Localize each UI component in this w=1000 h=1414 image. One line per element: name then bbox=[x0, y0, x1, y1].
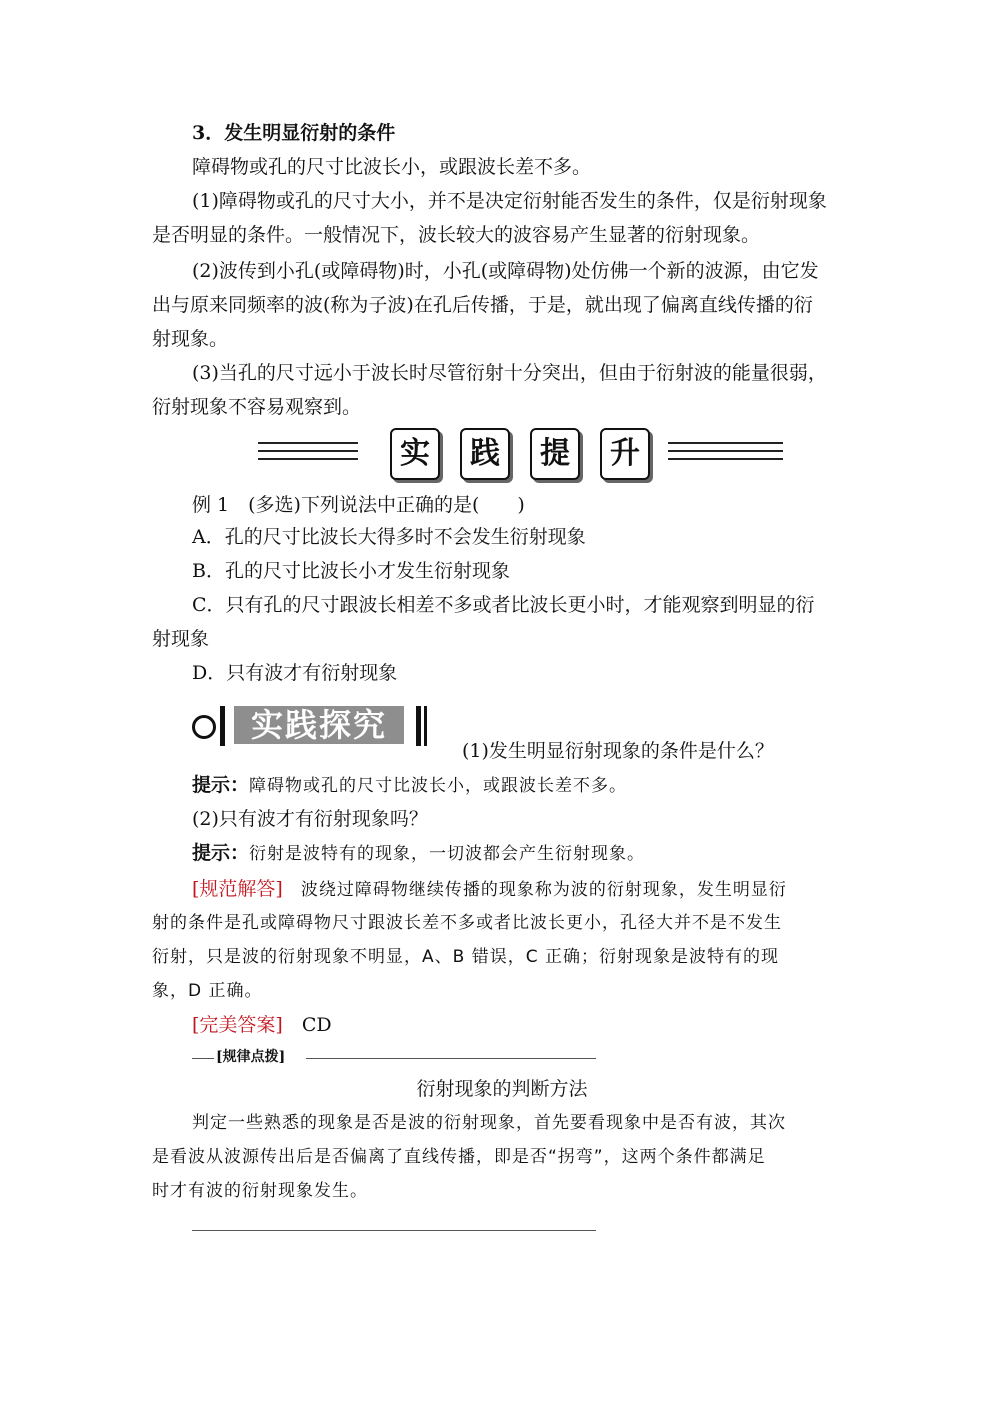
hint-2-label: 提示： bbox=[192, 842, 250, 864]
paragraph-1-line-2: 是否明显的条件。一般情况下，波长较大的波容易产生显著的衍射现象。 bbox=[152, 224, 761, 246]
banner-char-2: 践 bbox=[460, 428, 510, 480]
option-c-line-1: C．只有孔的尺寸跟波长相差不多或者比波长更小时，才能观察到明显的衍 bbox=[192, 594, 815, 616]
practice-banner bbox=[258, 424, 783, 486]
paragraph-2-line-2: 出与原来同频率的波(称为子波)在孔后传播，于是，就出现了偏离直线传播的衍 bbox=[152, 294, 813, 316]
paragraph-3-line-1: (3)当孔的尺寸远小于波长时尽管衍射十分突出，但由于衍射波的能量很弱， bbox=[192, 362, 827, 384]
banner-char-1: 实 bbox=[390, 428, 440, 480]
circle-icon bbox=[192, 715, 216, 739]
hint-1-text: 障碍物或孔的尺寸比波长小，或跟波长差不多。 bbox=[249, 776, 628, 796]
tip-rule-left bbox=[192, 1058, 214, 1059]
final-answer-label: [完美答案] bbox=[192, 1014, 283, 1036]
tip-rule-bottom bbox=[192, 1230, 596, 1231]
final-answer bbox=[192, 1008, 852, 1042]
banner-char-3: 提 bbox=[530, 428, 580, 480]
option-a: A．孔的尺寸比波长大得多时不会发生衍射现象 bbox=[192, 526, 586, 548]
option-b: B．孔的尺寸比波长小才发生衍射现象 bbox=[192, 560, 510, 582]
tip-title: 衍射现象的判断方法 bbox=[416, 1078, 588, 1100]
section-heading: 3．发生明显衍射的条件 bbox=[192, 122, 396, 144]
condition-summary: 障碍物或孔的尺寸比波长小，或跟波长差不多。 bbox=[192, 156, 592, 178]
paragraph-2-line-3: 射现象。 bbox=[152, 328, 229, 350]
answer-line-3: 衍射，只是波的衍射现象不明显，A、B 错误，C 正确；衍射现象是波特有的现 bbox=[152, 947, 779, 967]
tip-line-2: 是看波从波源传出后是否偏离了直线传播，即是否“拐弯”，这两个条件都满足 bbox=[152, 1147, 766, 1167]
tip-tag: [规律点拨] bbox=[216, 1049, 286, 1065]
paragraph-3-line-2: 衍射现象不容易观察到。 bbox=[152, 396, 362, 418]
paragraph-1-line-1: (1)障碍物或孔的尺寸大小，并不是决定衍射能否发生的条件，仅是衍射现象 bbox=[192, 190, 827, 212]
paragraph-2-line-1: (2)波传到小孔(或障碍物)时，小孔(或障碍物)处仿佛一个新的波源，由它发 bbox=[192, 260, 819, 282]
badge-bar-left bbox=[220, 706, 225, 746]
badge-bar-right-2 bbox=[424, 706, 427, 746]
option-c-line-2: 射现象 bbox=[152, 628, 210, 650]
answer-label: [规范解答] bbox=[192, 878, 283, 900]
tip-line-1: 判定一些熟悉的现象是否是波的衍射现象，首先要看现象中是否有波，其次 bbox=[192, 1113, 786, 1133]
hint-1 bbox=[192, 768, 852, 803]
tip-rule-right bbox=[306, 1058, 596, 1059]
tip-line-3: 时才有波的衍射现象发生。 bbox=[152, 1181, 368, 1201]
question-2: (2)只有波才有衍射现象吗？ bbox=[192, 808, 428, 830]
explore-badge-label: 实践探究 bbox=[234, 706, 404, 744]
question-1: (1)发生明显衍射现象的条件是什么？ bbox=[462, 740, 774, 762]
badge-bar-right-1 bbox=[416, 706, 421, 746]
banner-char-4: 升 bbox=[600, 428, 650, 480]
answer-line-1 bbox=[192, 872, 852, 907]
final-answer-value: CD bbox=[282, 1014, 332, 1036]
hint-2 bbox=[192, 836, 852, 871]
answer-line-4: 象，D 正确。 bbox=[152, 981, 263, 1001]
answer-line-2: 射的条件是孔或障碍物尺寸跟波长差不多或者比波长更小，孔径大并不是不发生 bbox=[152, 913, 782, 933]
example-stem: 例 1 (多选)下列说法中正确的是( ) bbox=[192, 494, 525, 516]
answer-text-1: 波绕过障碍物继续传播的现象称为波的衍射现象，发生明显衍 bbox=[282, 880, 787, 900]
hint-2-text: 衍射是波特有的现象，一切波都会产生衍射现象。 bbox=[249, 844, 646, 864]
explore-badge bbox=[190, 702, 450, 750]
option-d: D．只有波才有衍射现象 bbox=[192, 662, 398, 684]
hint-1-label: 提示： bbox=[192, 774, 250, 796]
